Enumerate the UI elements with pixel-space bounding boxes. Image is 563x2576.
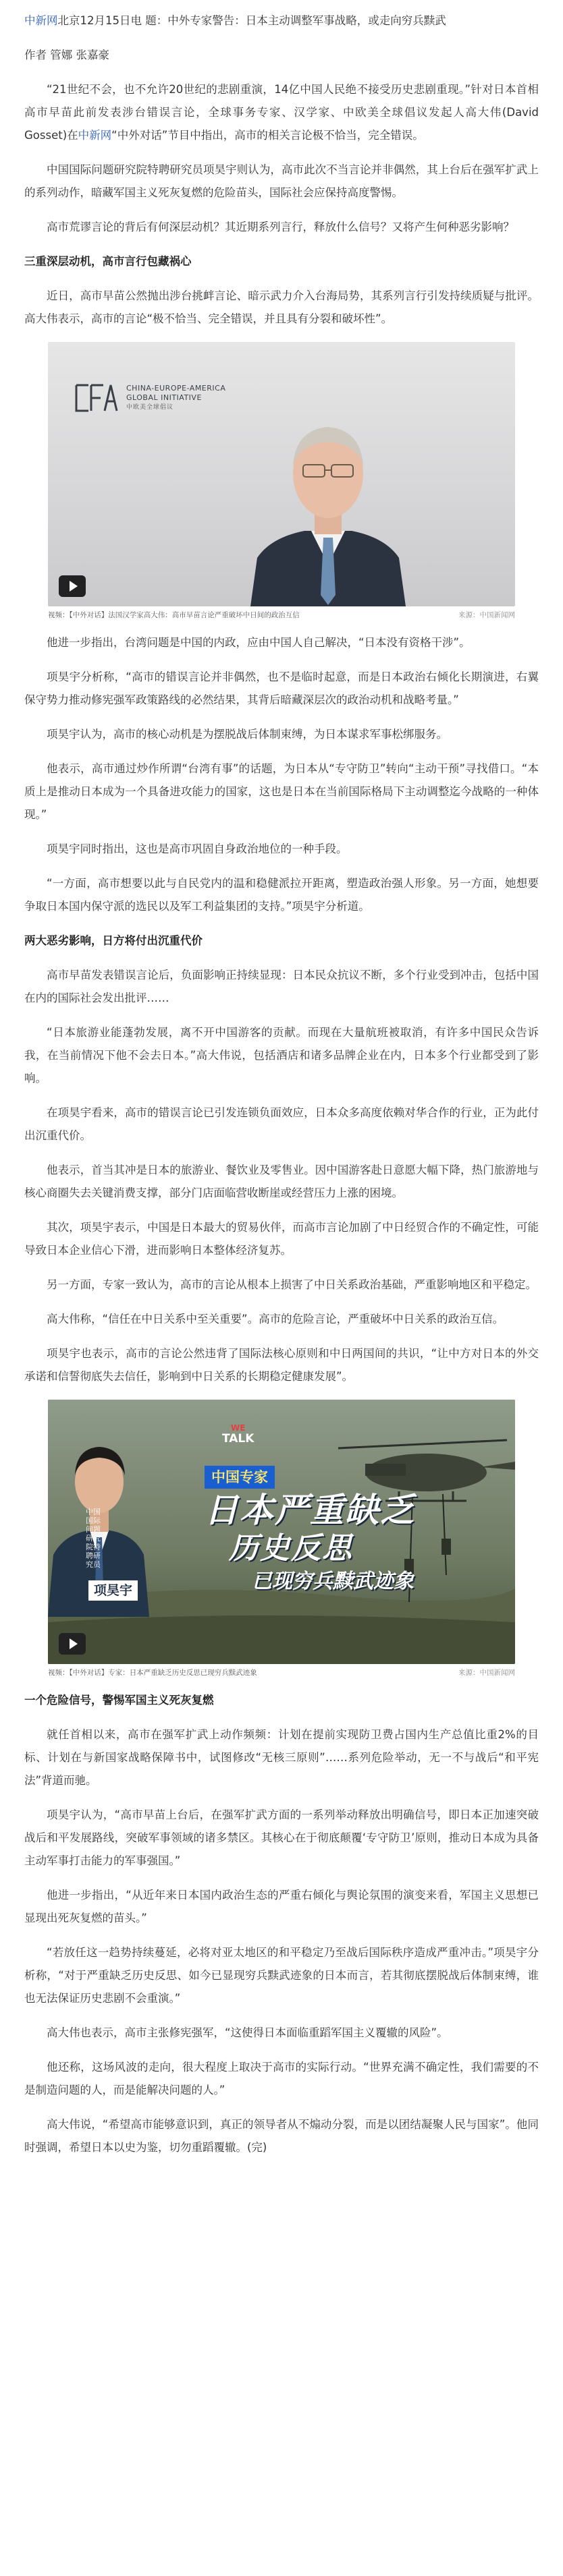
paragraph: 他表示，高市通过炒作所谓“台湾有事”的话题，为日本从“专守防卫”转向“主动干预”寻找借口。“本质上是推动日本成为一个具备进攻能力的国家，这也是日本在当前国际格局下主动调整迄今战略的一种体现。” — [24, 762, 539, 821]
paragraph: 项昊宇同时指出，这也是高市巩固自身政治地位的一种手段。 — [47, 842, 348, 855]
overlay-headline: 已现穷兵黩武迹象 — [252, 1570, 414, 1593]
video-source: 来源：中国新闻网 — [458, 611, 515, 619]
overlay-headline: 历史反思 — [229, 1531, 353, 1566]
paragraph: 就任首相以来，高市在强军扩武上动作频频：计划在提前实现防卫费占国内生产总值比重2%的目标、计划在与新国家战略保障书中，试图修改“无核三原则”……系列危险举动，无一不与战后“和平宪法”背道而驰。 — [24, 1728, 539, 1787]
paragraph: 高市早苗发表错误言论后，负面影响正持续显现：日本民众抗议不断，多个行业受到冲击，包括中国在内的国际社会发出批评…… — [24, 969, 539, 1004]
paragraph: 他进一步指出，“从近年来日本国内政治生态的严重右倾化与舆论氛围的演变来看，军国主义思想已显现出死灰复燃的苗头。” — [24, 1889, 539, 1924]
we-label: WE — [231, 1423, 246, 1433]
paragraph: 高大伟也表示，高市主张修宪强军，“这使得日本面临重蹈军国主义覆辙的风险”。 — [47, 2026, 448, 2039]
cega-logo-icon — [74, 381, 118, 415]
talk-label: TALK — [222, 1432, 254, 1446]
paragraph: 近日，高市早苗公然抛出涉台挑衅言论、暗示武力介入台海局势，其系列言行引发持续质疑与批评。高大伟表示，高市的言论“极不恰当、完全错误，并且具有分裂和破坏性”。 — [24, 289, 539, 325]
video-player[interactable] — [48, 1400, 515, 1664]
paragraph: 他进一步指出，台湾问题是中国的内政，应由中国人自己解决，“日本没有资格干涉”。 — [47, 636, 471, 649]
video-caption — [48, 610, 515, 621]
inline-source-link[interactable]: 中新网 — [78, 129, 112, 142]
logo-line: GLOBAL INITIATIVE — [126, 393, 202, 402]
author-byline: 作者 管娜 张嘉豪 — [24, 49, 109, 61]
play-icon — [70, 581, 78, 592]
guest-name-plate: 项昊宇 — [88, 1580, 138, 1601]
video-overlay-title — [205, 1466, 415, 1597]
play-icon — [70, 1638, 78, 1649]
video-source: 来源：中国新闻网 — [458, 1669, 515, 1677]
video-caption — [48, 1668, 515, 1678]
paragraph: 他表示，首当其冲是日本的旅游业、餐饮业及零售业。因中国游客赴日意愿大幅下降，热门旅游地与核心商圈失去关键消费支撑，部分门店面临营收断崖或经营压力上涨的困境。 — [24, 1164, 539, 1199]
video-caption-text: 视频：【中外对话】专家：日本严重缺乏历史反思已现穷兵黩武迹象 — [48, 1669, 257, 1677]
paragraph: 项昊宇也表示，高市的言论公然违背了国际法核心原则和中日两国间的共识，“让中方对日本的外交承诺和信誓彻底失去信任，影响到中日关系的长期稳定健康发展”。 — [24, 1347, 539, 1383]
guest-title: 中国国际问题研究院特聘研究员 — [86, 1508, 101, 1569]
paragraph-text: “中外对话”节目中指出，高市的相关言论极不恰当，完全错误。 — [111, 129, 424, 142]
cega-logo-text — [126, 384, 225, 412]
section-heading: 三重深层动机，高市言行包藏祸心 — [24, 255, 192, 268]
dateline — [24, 9, 539, 32]
paragraph — [24, 78, 539, 147]
paragraph: 其次，项昊宇表示，中国是日本最大的贸易伙伴，而高市言论加剧了中日经贸合作的不确定性，可能导致日本企业信心下滑，进而影响日本整体经济复苏。 — [24, 1221, 539, 1257]
video-figure — [24, 342, 539, 621]
video-figure — [24, 1400, 539, 1678]
logo-line: 中欧美全球倡议 — [126, 404, 174, 411]
section-heading: 两大恶劣影响，日方将付出沉重代价 — [24, 934, 203, 947]
paragraph: “若放任这一趋势持续蔓延，必将对亚太地区的和平稳定乃至战后国际秩序造成严重冲击。”项昊宇分析称，“对于严重缺乏历史反思、如今已显现穷兵黩武迹象的日本而言，若其彻底摆脱战后体制束缚，谁也无法保证历史悲剧不会重演。” — [24, 1946, 539, 2005]
paragraph: 项昊宇认为，高市的核心动机是为摆脱战后体制束缚，为日本谋求军事松绑服务。 — [47, 728, 448, 741]
paragraph: “一方面，高市想要以此与自民党内的温和稳健派拉开距离，塑造政治强人形象。另一方面，她想要争取日本国内保守派的选民以及军工利益集团的支持。”项昊宇分析道。 — [24, 877, 539, 913]
paragraph: “日本旅游业能蓬勃发展，离不开中国游客的贡献。而现在大量航班被取消，有许多中国民众告诉我，在当前情况下他不会去日本。”高大伟说，包括酒店和诸多品牌企业在内，日本多个行业都受到了影响。 — [24, 1026, 539, 1085]
cega-logo — [74, 381, 225, 415]
dateline-text: 北京12月15日电 题：中外专家警告：日本主动调整军事战略，或走向穷兵黩武 — [57, 14, 446, 27]
paragraph: 高大伟称，“信任在中日关系中至关重要”。高市的危险言论，严重破坏中日关系的政治互信。 — [47, 1313, 504, 1325]
paragraph: 中国国际问题研究院特聘研究员项昊宇则认为，高市此次不当言论并非偶然，其上台后在强军扩武上的系列动作，暗藏军国主义死灰复燃的危险苗头，国际社会应保持高度警惕。 — [24, 163, 539, 199]
paragraph: 高市荒谬言论的背后有何深层动机？其近期系列言行，释放什么信号？又将产生何种恶劣影响？ — [47, 221, 514, 233]
paragraph: 另一方面，专家一致认为，高市的言论从根本上损害了中日关系政治基础，严重影响地区和平稳定。 — [47, 1278, 537, 1291]
paragraph: 在项昊宇看来，高市的错误言论已引发连锁负面效应，日本众多高度依赖对华合作的行业，正为此付出沉重代价。 — [24, 1106, 539, 1142]
video-player[interactable] — [48, 342, 515, 606]
video-caption-text: 视频：【中外对话】法国汉学家高大伟：高市早苗言论严重破坏中日间的政治互信 — [48, 611, 300, 619]
speaker-portrait — [250, 403, 406, 606]
source-link[interactable]: 中新网 — [24, 14, 58, 27]
overlay-kicker: 中国专家 — [205, 1466, 275, 1489]
play-button[interactable] — [59, 575, 86, 597]
logo-line: CHINA-EUROPE-AMERICA — [126, 384, 226, 393]
section-heading: 一个危险信号，警惕军国主义死灰复燃 — [24, 1694, 214, 1707]
overlay-headline: 日本严重缺乏 — [205, 1490, 415, 1530]
paragraph: 他还称，这场风波的走向，很大程度上取决于高市的实际行动。“世界充满不确定性，我们需要的不是制造问题的人，而是能解决问题的人。” — [24, 2061, 539, 2096]
play-button[interactable] — [59, 1633, 86, 1655]
paragraph-text: “21世纪不会，也不允许20世纪的悲剧重演，14亿中国人民绝不接受历史悲剧重现。”针对日本首相高市早苗此前发表涉台错误言论，全球事务专家、汉学家、中欧美全球倡议发起人高大伟(David Gosset)在 — [24, 83, 539, 142]
paragraph: 高大伟说，“希望高市能够意识到，真正的领导者从不煽动分裂，而是以团结凝聚人民与国家”。他同时强调，希望日本以史为鉴，切勿重蹈覆辙。(完) — [24, 2118, 539, 2154]
we-talk-logo — [222, 1423, 254, 1444]
paragraph: 项昊宇分析称，“高市的错误言论并非偶然，也不是临时起意，而是日本政治右倾化长期演进，右翼保守势力推动修宪强军政策路线的必然结果，其背后暗藏深层次的政治动机和战略考量。” — [24, 670, 539, 706]
paragraph: 项昊宇认为，“高市早苗上台后，在强军扩武方面的一系列举动释放出明确信号，即日本正加速突破战后和平发展路线，突破军事领域的诸多禁区。其核心在于彻底颠覆‘专守防卫’原则，推动日本成为具备主动军事打击能力的军事强国。” — [24, 1808, 539, 1867]
